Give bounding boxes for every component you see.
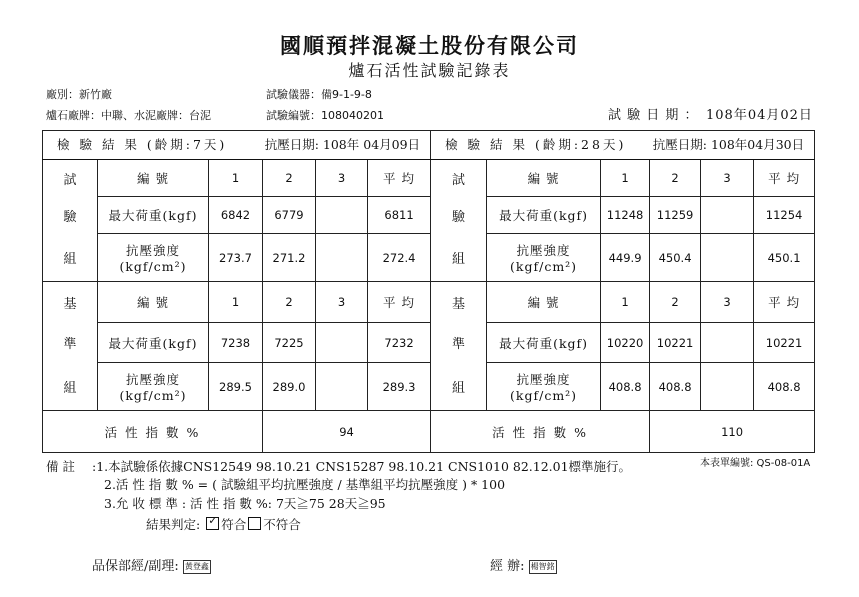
strength-cell: 408.8: [601, 363, 650, 411]
max-load-label: 最大荷重(kgf): [98, 197, 209, 234]
col-header-id: 編 號: [98, 282, 209, 323]
col-header: 3: [701, 160, 754, 197]
activity-value-7day: 94: [263, 411, 431, 453]
form-title: 爐石活性試驗記錄表: [348, 61, 511, 80]
max-load-cell: 6842: [209, 197, 263, 234]
strength-cell: [316, 234, 368, 282]
company-title: 國順預拌混凝土股份有限公司: [280, 33, 579, 58]
group-char: 試: [431, 160, 487, 197]
col-header: 1: [209, 282, 263, 323]
col-header: 3: [316, 160, 368, 197]
fail-label: 不符合: [263, 517, 301, 532]
pass-label: 符合: [221, 517, 247, 532]
test-date-value: 108年04月02日: [706, 108, 813, 123]
press-date-7day: 108年 04月09日: [322, 137, 421, 152]
col-header-avg: 平 均: [754, 282, 815, 323]
brand-field: 爐石廠牌：中聯、水泥廠牌：台泥: [46, 109, 211, 122]
max-load-avg: 11254: [754, 197, 815, 234]
note-line-2: 2.活 性 指 數 % = ( 試驗組平均抗壓強度 / 基準組平均抗壓強度 ) * 100: [104, 477, 506, 492]
qa-manager-stamp: 黃登鑫: [183, 560, 211, 574]
group-char: 試: [43, 160, 98, 197]
group-char: 基: [431, 282, 487, 323]
note-line-3: 3.允 收 標 準 : 活 性 指 數 %: 7天≧75 28天≧95: [104, 496, 386, 511]
max-load-cell: [316, 323, 368, 363]
press-date-28day: 108年04月30日: [710, 137, 805, 152]
strength-label: 抗壓強度 (kgf/cm²): [487, 363, 601, 411]
handler-label: 經 辦:: [490, 559, 525, 574]
col-header: 2: [263, 282, 316, 323]
qa-manager-label: 品保部經/副理:: [92, 559, 179, 574]
col-header-id: 編 號: [487, 160, 601, 197]
col-header: 3: [701, 282, 754, 323]
checkmark-icon: ✓: [208, 514, 218, 527]
strength-cell: [316, 363, 368, 411]
col-header: 3: [316, 282, 368, 323]
max-load-label: 最大荷重(kgf): [98, 323, 209, 363]
judgement-row: [146, 515, 301, 533]
col-header-avg: 平 均: [368, 282, 431, 323]
strength-cell: 289.0: [263, 363, 316, 411]
col-header-avg: 平 均: [368, 160, 431, 197]
max-load-label: 最大荷重(kgf): [487, 323, 601, 363]
max-load-cell: 7225: [263, 323, 316, 363]
max-load-cell: 11248: [601, 197, 650, 234]
group-char: 組: [43, 363, 98, 411]
group-char: 基: [43, 282, 98, 323]
group-char: 驗: [431, 197, 487, 234]
strength-label: 抗壓強度 (kgf/cm²): [487, 234, 601, 282]
note-line-1: :1.本試驗係依據CNS12549 98.10.21 CNS15287 98.10.21 CNS1010 82.12.01標準施行。: [92, 459, 632, 474]
strength-avg: 272.4: [368, 234, 431, 282]
pass-checkbox[interactable]: [206, 514, 219, 530]
strength-label: 抗壓強度 (kgf/cm²): [98, 234, 209, 282]
strength-cell: [701, 234, 754, 282]
section-header-7day: 檢 驗 結 果 (齡期:7天) 抗壓日期: 108年 04月09日: [43, 131, 431, 160]
group-char: 組: [431, 363, 487, 411]
col-header: 2: [650, 160, 701, 197]
col-header-id: 編 號: [98, 160, 209, 197]
col-header: 1: [209, 160, 263, 197]
fail-checkbox[interactable]: [248, 517, 261, 530]
max-load-cell: [701, 323, 754, 363]
col-header-avg: 平 均: [754, 160, 815, 197]
strength-cell: 450.4: [650, 234, 701, 282]
max-load-avg: 7232: [368, 323, 431, 363]
max-load-cell: 6779: [263, 197, 316, 234]
notes-label: 備 註: [46, 459, 75, 474]
col-header: 1: [601, 282, 650, 323]
qa-manager-sign: [92, 555, 211, 574]
max-load-cell: 10221: [650, 323, 701, 363]
max-load-cell: [701, 197, 754, 234]
col-header: 2: [263, 160, 316, 197]
plant-field: 廠別：新竹廠: [46, 88, 112, 101]
strength-avg: 450.1: [754, 234, 815, 282]
activity-label-7day: 活 性 指 數 %: [43, 411, 263, 453]
judgement-label: 結果判定:: [146, 517, 201, 532]
max-load-avg: 6811: [368, 197, 431, 234]
max-load-cell: 11259: [650, 197, 701, 234]
max-load-cell: 7238: [209, 323, 263, 363]
strength-cell: 449.9: [601, 234, 650, 282]
group-char: 組: [43, 234, 98, 282]
handler-stamp: 楊智銘: [529, 560, 557, 574]
activity-value-28day: 110: [650, 411, 815, 453]
max-load-avg: 10221: [754, 323, 815, 363]
strength-avg: 408.8: [754, 363, 815, 411]
activity-test-table: [42, 130, 815, 453]
handler-sign: [490, 555, 557, 574]
max-load-cell: 10220: [601, 323, 650, 363]
strength-cell: 273.7: [209, 234, 263, 282]
activity-label-28day: 活 性 指 數 %: [431, 411, 650, 453]
col-header-id: 編 號: [487, 282, 601, 323]
strength-cell: 271.2: [263, 234, 316, 282]
group-char: 驗: [43, 197, 98, 234]
strength-cell: 408.8: [650, 363, 701, 411]
col-header: 1: [601, 160, 650, 197]
col-header: 2: [650, 282, 701, 323]
group-char: 準: [43, 323, 98, 363]
group-char: 準: [431, 323, 487, 363]
strength-avg: 289.3: [368, 363, 431, 411]
test-date-label: 試 驗 日 期 ：: [608, 108, 699, 123]
strength-label: 抗壓強度 (kgf/cm²): [98, 363, 209, 411]
strength-cell: 289.5: [209, 363, 263, 411]
test-number-field: 試驗編號：108040201: [266, 109, 384, 122]
instrument-field: 試驗儀器：備9-1-9-8: [266, 88, 372, 101]
group-char: 組: [431, 234, 487, 282]
max-load-label: 最大荷重(kgf): [487, 197, 601, 234]
max-load-cell: [316, 197, 368, 234]
form-code: 本表單編號: QS-08-01A: [700, 458, 811, 469]
strength-cell: [701, 363, 754, 411]
section-header-28day: 檢 驗 結 果 (齡期:28天) 抗壓日期: 108年04月30日: [431, 131, 815, 160]
